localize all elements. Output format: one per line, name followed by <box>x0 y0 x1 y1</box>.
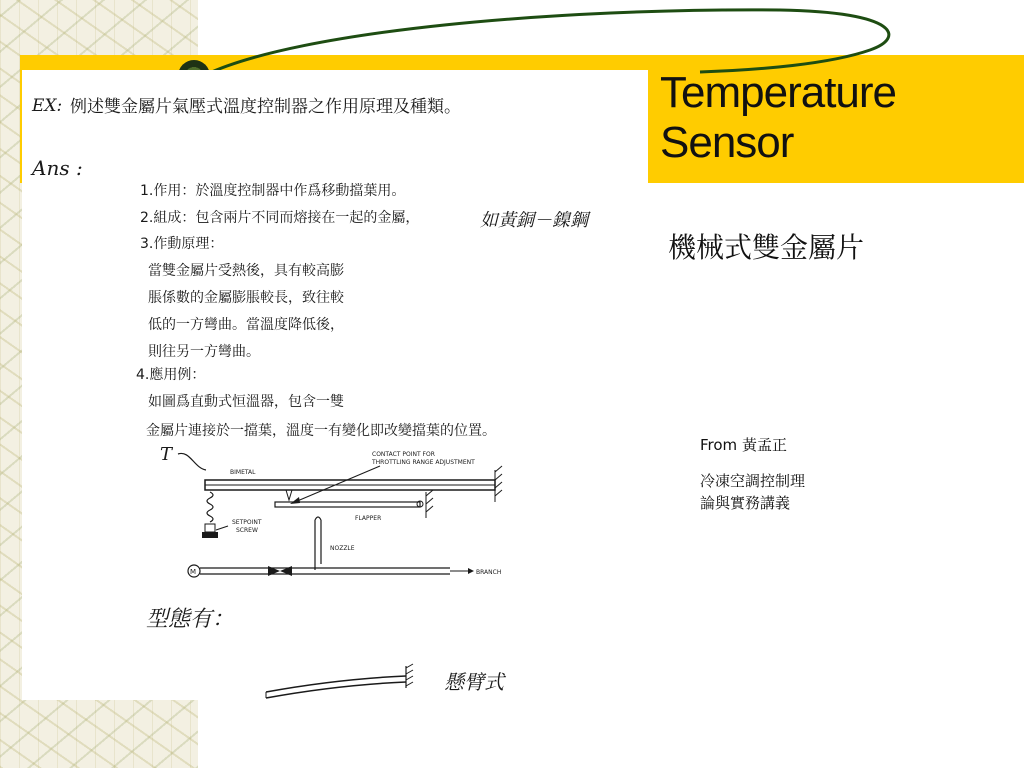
item-3-line-3: 低的一方彎曲。當溫度降低後， <box>148 317 344 333</box>
item-4-line-2: 金屬片連接於一擋葉，溫度一有變化即改變擋葉的位置。 <box>146 423 496 439</box>
credit-author: 黃孟正 <box>741 436 787 454</box>
diagram-label-bimetal: BIMETAL <box>230 469 256 476</box>
diagram-label-m: M <box>190 568 197 576</box>
diagram-label-contact-2: THROTTLING RANGE ADJUSTMENT <box>372 459 475 466</box>
diagram-label-contact-1: CONTACT POINT FOR <box>372 451 435 458</box>
diagram-label-flapper: FLAPPER <box>355 515 382 522</box>
item-3-line-2: 脹係數的金屬膨脹較長，致往較 <box>148 290 344 306</box>
source-credit <box>700 434 805 514</box>
credit-book-line-2: 論與實務講義 <box>700 494 791 512</box>
cantilever-bimetal-sketch <box>260 658 420 702</box>
item-4-line-1: 如圖爲直動式恒溫器，包含一雙 <box>148 394 344 410</box>
item-3: 3.作動原理： <box>140 236 224 252</box>
question-text: 例述雙金屬片氣壓式溫度控制器之作用原理及種類。 <box>70 97 461 117</box>
ans-label: Ans : <box>32 156 83 180</box>
item-3-line-4: 則往另一方彎曲。 <box>148 344 260 360</box>
diagram-label-nozzle: NOZZLE <box>330 545 355 552</box>
item-2: 2.組成：包含兩片不同而熔接在一起的金屬， <box>140 210 420 226</box>
slide-title-line-2: Sensor <box>660 118 794 167</box>
item-1: 1.作用：於溫度控制器中作爲移動擋葉用。 <box>140 183 406 199</box>
item-4: 4.應用例： <box>136 367 206 383</box>
scanned-document <box>22 70 648 700</box>
credit-from: From <box>700 436 742 454</box>
ex-label: EX: <box>32 96 63 116</box>
diagram-label-branch: BRANCH <box>476 569 502 576</box>
diagram-label-t: T <box>160 444 173 465</box>
item-3-line-1: 當雙金屬片受熱後，具有較高膨 <box>148 263 344 279</box>
diagram-label-setpoint-2: SCREW <box>236 527 258 534</box>
types-label: 型態有： <box>146 607 235 632</box>
slide-title <box>660 68 1020 168</box>
credit-book-line-1: 冷凍空調控制理 <box>700 472 806 490</box>
slide-subtitle: 機械式雙金屬片 <box>668 231 865 264</box>
diagram-label-setpoint-1: SETPOINT <box>232 519 262 526</box>
cantilever-label: 懸臂式 <box>444 670 504 694</box>
slide-title-line-1: Temperature <box>660 68 897 117</box>
thermostat-diagram <box>150 440 550 590</box>
handwritten-note: 如黃銅－鎳鋼 <box>480 210 588 231</box>
